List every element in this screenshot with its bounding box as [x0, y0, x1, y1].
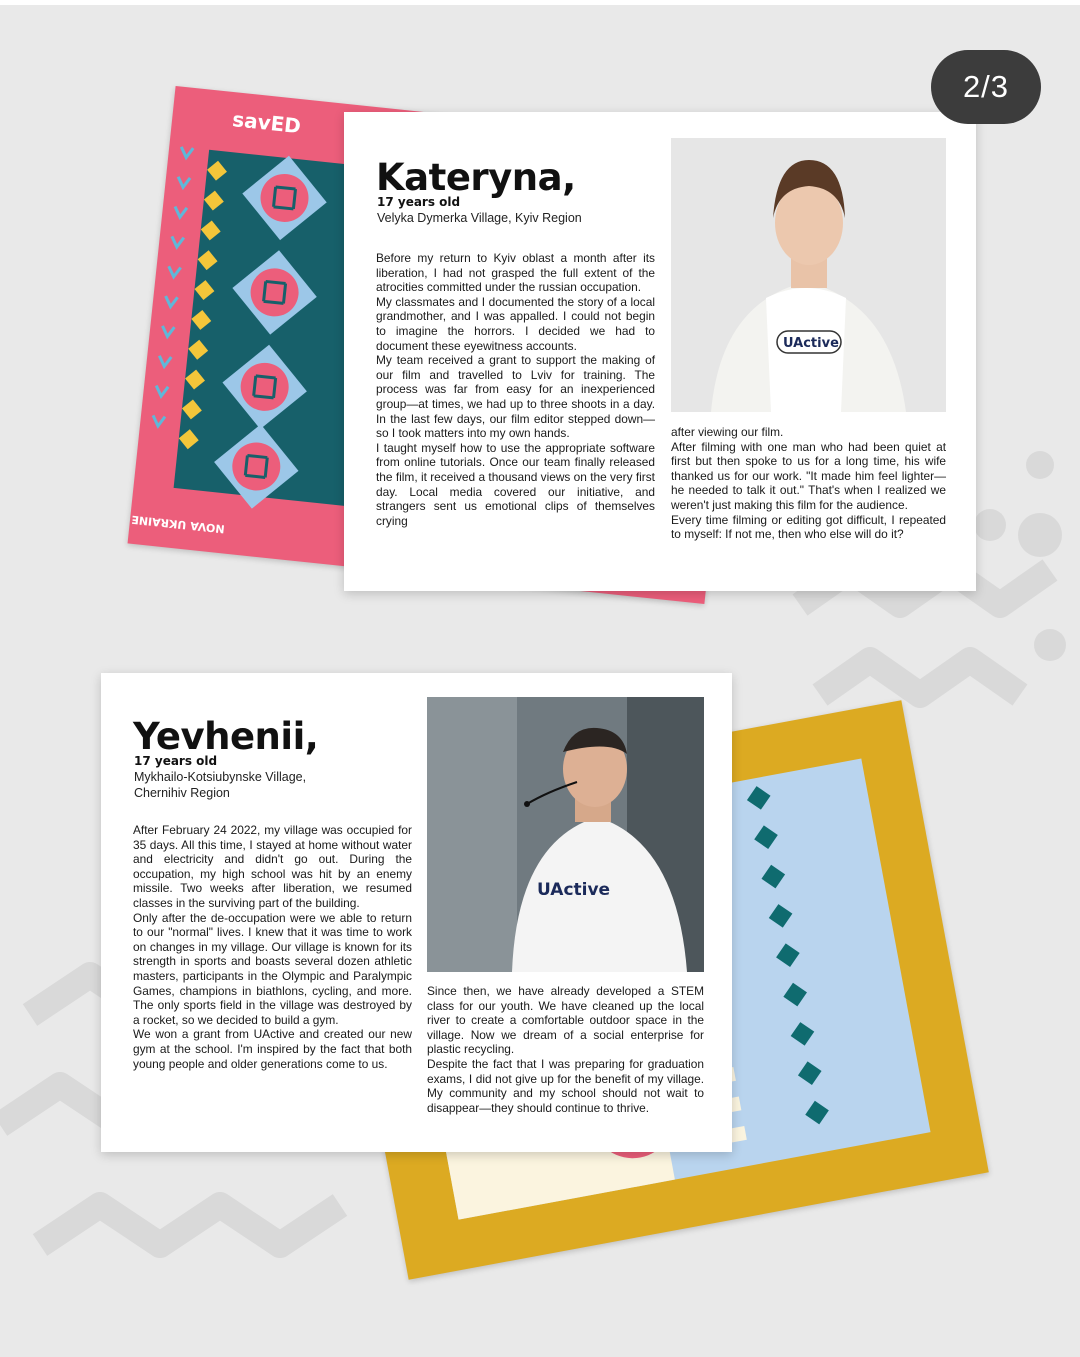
person-age: 17 years old — [377, 195, 461, 209]
story-text-left — [376, 251, 655, 528]
paragraph: After February 24 2022, my village was occupied for 35 days. All this time, I stayed at home without water and electricity and didn't go out. During the occupation, my high school was hit by an enemy missile. Two weeks after liberation, we resumed classes in the surviving part of the building. — [133, 823, 412, 910]
paragraph: My classmates and I documented the story of a local grandmother, and I was appalled. I could not begin to imagine the horrors. I decided we had to document these eyewitness accounts. — [376, 294, 655, 353]
person-location: Velyka Dymerka Village, Kyiv Region — [377, 211, 582, 225]
paragraph: after viewing our film. — [671, 425, 784, 439]
story-card-yevhenii — [101, 673, 732, 1152]
paragraph: Only after the de-occupation were we able to return to our "normal" lives. I knew that it was time to work on changes in my village. Our village is known for its strength in sports and boasts several dozen athletic masters, participants in the Olympic and Paralympic Games, champions in biathlons, cycling, and more. The only sports field in the village was destroyed by a rocket, so we decided to build a gym. — [133, 910, 412, 1027]
story-card-kateryna — [344, 112, 976, 591]
svg-text:UActive: UActive — [783, 336, 839, 351]
paragraph: Every time filming or editing got difficult, I repeated to myself: If not me, then who else will do it? — [671, 512, 946, 542]
portrait-photo — [671, 138, 946, 412]
paragraph: After filming with one man who had been quiet at first but then spoke to us for a long time, his wife thanked us for our work. "It made him feel lighter—he needed to talk it out." That's when I realized we weren't just making this film for the audience. — [671, 439, 946, 512]
svg-text:UActive: UActive — [537, 880, 611, 900]
paragraph: Despite the fact that I was preparing for graduation exams, I did not give up for the benefit of my village. My community and my school should not wait to disappear—they should continue to thrive. — [427, 1056, 704, 1115]
person-name: Kateryna, — [376, 156, 576, 199]
story-text-right — [427, 984, 704, 1115]
paragraph: I taught myself how to use the appropriate software from online tutorials. Once our team finally released the film, it received a thousand views on the very first day. Local media covered our initiative, and strangers sent us emotional clips of themselves crying — [376, 440, 655, 528]
slide-counter: 2/3 — [931, 50, 1041, 124]
person-age: 17 years old — [134, 754, 218, 768]
person-name: Yevhenii, — [133, 715, 319, 758]
post-image — [0, 5, 1080, 1357]
saved-logo: savED — [231, 107, 303, 139]
svg-text:NOVA UKRAINE: NOVA UKRAINE — [130, 512, 226, 536]
paragraph: We won a grant from UActive and created our new gym at the school. I'm inspired by the fact that both young people and older generations come to us. — [133, 1027, 412, 1071]
story-text-left — [133, 823, 412, 1071]
paragraph: Before my return to Kyiv oblast a month after its liberation, I had not grasped the full extent of the atrocities committed under the russian occupation. — [376, 251, 655, 295]
paragraph: My team received a grant to support the making of our film and travelled to Lviv for training. The process was far from easy for an inexperienced group—at times, we had up to three shoots in a day. In the last few days, our film editor stepped down—so I took matters into my own hands. — [376, 353, 655, 441]
story-text-right — [671, 425, 946, 542]
person-location: Mykhailo-Kotsiubynske Village, Chernihiv Region — [134, 770, 307, 800]
portrait-photo — [427, 697, 704, 972]
paragraph: Since then, we have already developed a STEM class for our youth. We have cleaned up the local river to create a comfortable outdoor space in the village. Now we dream of a social enterprise for plastic recycling. — [427, 984, 704, 1057]
